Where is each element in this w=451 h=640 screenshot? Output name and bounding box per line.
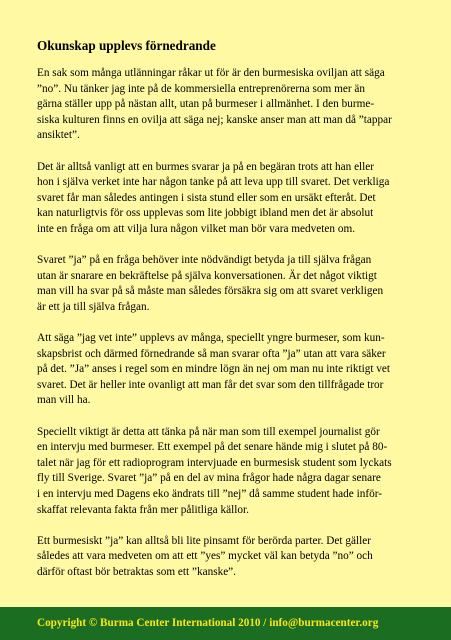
text-line: på det. ”Ja” anses i regel som en mindre lögn än nej om man nu inte riktigt vet — [37, 363, 391, 376]
text-line: talet när jag för ett radioprogram intervjuade en burmesisk student som lyckats — [37, 456, 392, 469]
text-line: Att säga ”jag vet inte” upplevs av många, speciellt yngre burmeser, som kun- — [37, 332, 385, 345]
text-line: Ett burmesiskt ”ja” kan alltså bli lite pinsamt för berörda parter. Det gäller — [37, 534, 371, 547]
article-heading: Okunskap upplevs förnedrande — [37, 38, 216, 53]
copyright-text: Copyright © Burma Center International 2010 / info@burmacenter.org — [37, 617, 379, 629]
text-line: Svaret ”ja” på en fråga behöver inte nödvändigt betyda ja till själva frågan — [37, 254, 372, 267]
paragraph-5 — [37, 425, 409, 519]
text-line: gärna ställer upp på nästan allt, utan på burmeser i allmänhet. I den burme- — [37, 98, 375, 111]
paragraph-2 — [37, 160, 409, 238]
copyright-footer — [0, 607, 451, 640]
text-line: således att vara medveten om att ett ”yes” mycket väl kan betyda ”no” och — [37, 550, 373, 563]
paragraph-6 — [37, 534, 409, 581]
text-line: ”no”. Nu tänker jag inte på de kommersiella entreprenörerna som mer än — [37, 82, 365, 95]
paragraph-4 — [37, 331, 409, 409]
text-line: är ett ja till själva frågan. — [37, 300, 150, 313]
text-line: fly till Sverige. Svaret ”ja” på en del av mina frågor hade några dagar senare — [37, 472, 381, 485]
text-line: Det är alltså vanligt att en burmes svarar ja på en begäran trots att han eller — [37, 160, 375, 173]
text-line: en intervju med burmeser. Ett exempel på det senare hände mig i slutet på 80- — [37, 441, 388, 454]
text-line: inte en fråga om att vilja lura någon vilket man bör vara medveten om. — [37, 222, 356, 235]
text-line: därför oftast bör betraktas som ett ”kanske”. — [37, 566, 236, 578]
text-line: svaret får man således antingen i sista stund eller som en ursäkt efteråt. Det — [37, 191, 376, 204]
text-line: ansiktet”. — [37, 129, 80, 142]
text-line: En sak som många utlänningar råkar ut för är den burmesiska oviljan att säga — [37, 67, 385, 79]
text-line: utan är snarare en bekräftelse på själva konversationen. Är det något viktigt — [37, 269, 377, 282]
article-body — [37, 38, 409, 596]
text-line: hon i själva verket inte har någon tanke på att leva upp till svaret. Det verkliga — [37, 176, 390, 189]
paragraph-3 — [37, 253, 409, 315]
text-line: man vill ha svar på så måste man således försäkra sig om att svaret verkligen — [37, 285, 384, 298]
text-line: i en intervju med Dagens eko ändrats till ”nej” då samme student hade inför- — [37, 488, 382, 501]
text-line: Speciellt viktigt är detta att tänka på när man som till exempel journalist gör — [37, 425, 380, 438]
text-line: skaffat relevanta fakta från mer pålitliga källor. — [37, 503, 249, 516]
paragraph-1 — [37, 66, 409, 144]
text-line: kan naturligtvis för oss upplevas som lite jobbigt ibland men det är absolut — [37, 207, 374, 220]
text-line: skapsbrist och därmed förnedrande så man svarar ofta ”ja” utan att vara säker — [37, 347, 386, 360]
text-line: siska kulturen finns en ovilja att säga nej; kanske anser man att man då ”tappar — [37, 113, 392, 126]
text-line: svaret. Det är heller inte ovanligt att man får det svar som den tillfrågade tror — [37, 378, 384, 391]
text-line: man vill ha. — [37, 394, 91, 407]
